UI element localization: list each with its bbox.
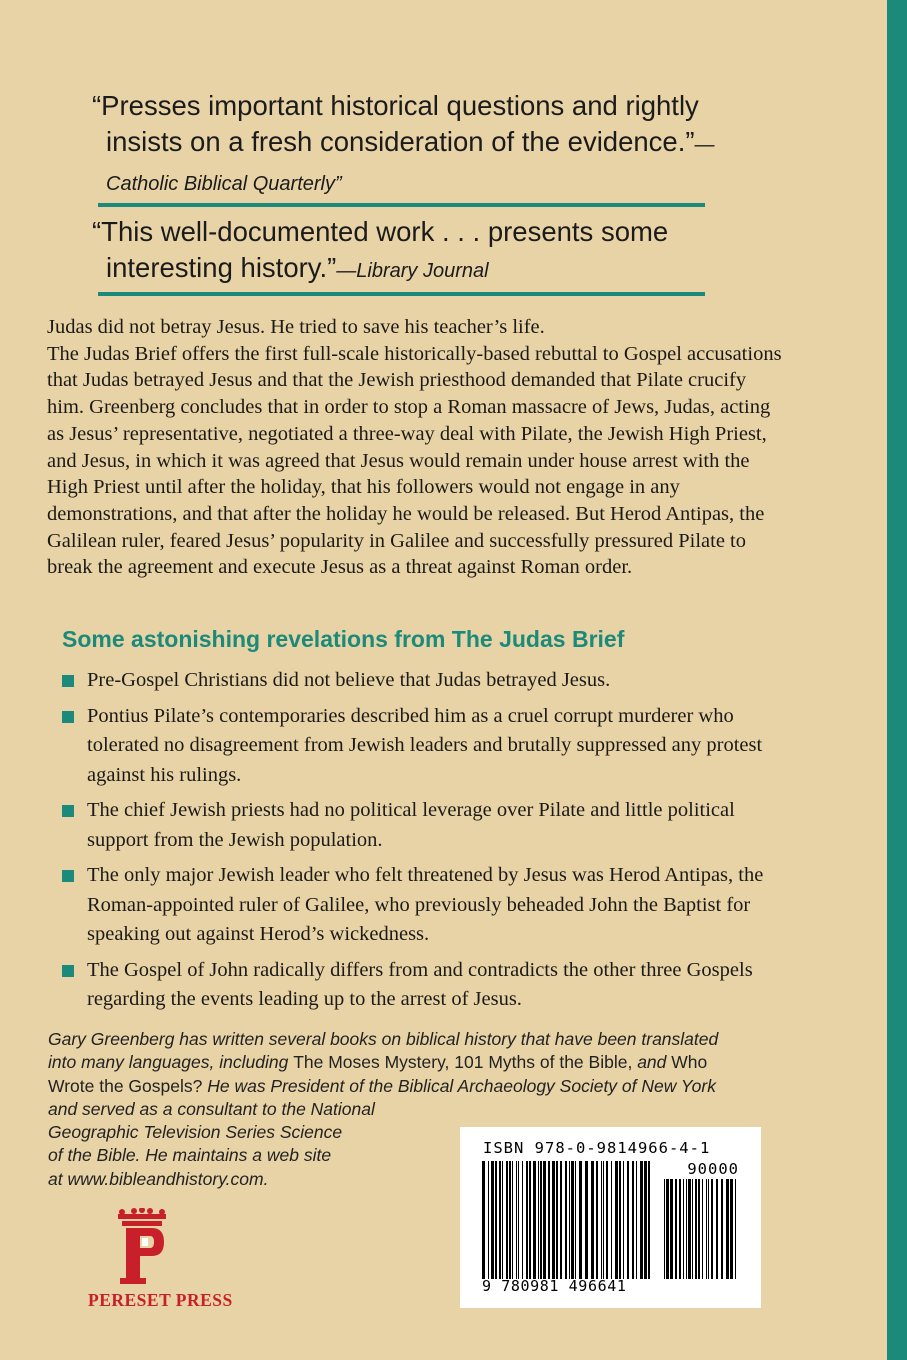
description-lead: Judas did not betray Jesus. He tried to save his teacher’s life. [47, 316, 545, 338]
list-item-text: Pontius Pilate’s contemporaries described him as a cruel corrupt murderer who tolerated no disagreement from Jewish leaders and brutally suppressed any protest against his rulings. [87, 704, 763, 786]
bio-book-title: Wrote the Gospels? [48, 1075, 203, 1096]
bio-book-title: Who [671, 1052, 708, 1073]
list-item [62, 956, 777, 1015]
bio-line-1 [48, 1028, 788, 1051]
review-quote-1-source: —Catholic Biblical Quarterly” [106, 134, 715, 195]
review-quote-2-text: “This well-documented work . . . presents some interesting history.” [92, 216, 669, 283]
square-bullet-icon [62, 965, 74, 977]
ean-digits-label: 9 780981 496641 [482, 1277, 627, 1295]
bio-line-3 [48, 1075, 788, 1098]
bio-text: and [637, 1052, 667, 1073]
square-bullet-icon [62, 805, 74, 817]
bio-text: of the Bible. He maintains a web site [48, 1145, 332, 1166]
quote-divider-1 [98, 203, 705, 207]
isbn-label: ISBN 978-0-9814966-4-1 [483, 1139, 711, 1157]
bio-text: at www.bibleandhistory.com. [48, 1168, 269, 1189]
bio-text: Geographic Television Series Science [48, 1122, 343, 1143]
publisher-name: PERESET PRESS [88, 1290, 233, 1310]
revelations-heading: Some astonishing revelations from The Judas Brief [62, 626, 625, 652]
list-item-text: Pre-Gospel Christians did not believe that Judas betrayed Jesus. [87, 669, 611, 691]
square-bullet-icon [62, 870, 74, 882]
bio-book-titles: The Moses Mystery, 101 Myths of the Bible, [293, 1052, 633, 1073]
list-item-text: The only major Jewish leader who felt threatened by Jesus was Herod Antipas, the Roman-appointed ruler of Galilee, who previously beheaded John the Baptist for speaking out against Herod’s wickedness. [87, 864, 764, 945]
bio-text: and served as a consultant to the National [48, 1098, 375, 1119]
square-bullet-icon [62, 675, 74, 687]
list-item [62, 702, 777, 791]
review-quote-2 [92, 214, 726, 289]
bio-text: into many languages, including [48, 1052, 289, 1073]
quote-divider-2 [98, 292, 705, 296]
description-body: The Judas Brief offers the first full-scale historically-based rebuttal to Gospel accusations that Judas betrayed Jesus and that the Jewish priesthood demanded that Pilate crucify him. Greenberg concludes that in order to stop a Roman massacre of Jews, Judas, acting as Jesus’ representative, negotiated a three-way deal with Pilate, the Jewish High Priest, and Jesus, in which it was agreed that Jesus would remain under house arrest with the High Priest until after the holiday, that his followers would not engage in any demonstrations, and that after the holiday he would be released. But Herod Antipas, the Galilean ruler, feared Jesus’ popularity in Galilee and successfully pressured Pilate to break the agreement and execute Jesus as a threat against Roman order. [47, 342, 782, 579]
review-quote-1 [92, 88, 726, 202]
list-item-text: The Gospel of John radically differs from and contradicts the other three Gospels regarding the events leading up to the arrest of Jesus. [87, 958, 753, 1010]
bio-text: He was President of the Biblical Archaeology Society of New York [207, 1075, 716, 1096]
square-bullet-icon [62, 711, 74, 723]
addon-barcode-bars [664, 1179, 739, 1279]
bio-line-4 [48, 1098, 788, 1121]
isbn-barcode [460, 1127, 761, 1308]
review-quote-2-source: —Library Journal [336, 260, 489, 282]
list-item-text: The chief Jewish priests had no political leverage over Pilate and little political support from the Jewish population. [87, 799, 735, 851]
list-item [62, 666, 777, 696]
book-description [47, 314, 787, 581]
right-edge-stripe [887, 0, 907, 1360]
revelations-list [62, 666, 777, 1021]
ean-barcode-bars [482, 1161, 650, 1279]
list-item [62, 861, 777, 950]
pereset-press-logo-icon [112, 1208, 172, 1288]
bio-text: Gary Greenberg has written several books on biblical history that have been translated [48, 1029, 719, 1049]
list-item [62, 796, 777, 855]
review-quote-1-text: “Presses important historical questions and rightly insists on a fresh consideration of the evidence.” [92, 90, 699, 157]
price-code-label: 90000 [687, 1160, 739, 1178]
bio-line-2 [48, 1051, 788, 1074]
